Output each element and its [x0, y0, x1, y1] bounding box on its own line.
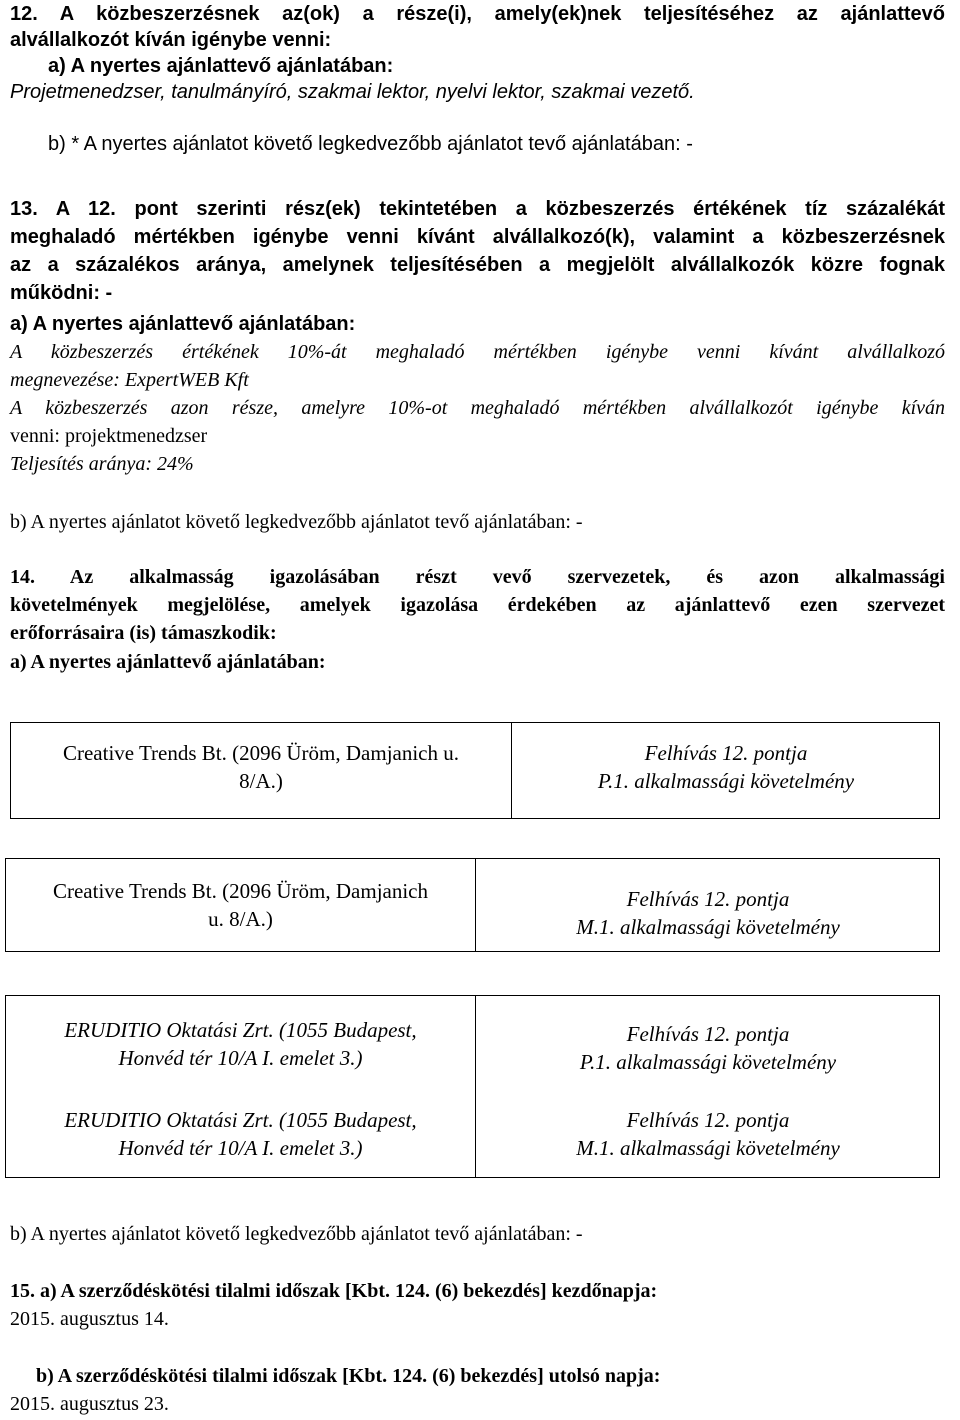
sec14-heading-line2: követelmények megjelölése, amelyek igazolása érdekében az ajánlattevő ezen szervezet: [10, 594, 945, 616]
sec14-heading-line1: 14. Az alkalmasság igazolásában részt vevő szervezetek, és azon alkalmassági: [10, 566, 945, 588]
sec15-a-value: 2015. augusztus 14.: [10, 1308, 169, 1330]
sec12-heading-line2: alvállalkozót kíván igénybe venni:: [10, 29, 332, 51]
org-name-line1: Creative Trends Bt. (2096 Üröm, Damjanich u.: [62, 741, 460, 765]
sec13-a-line3: A közbeszerzés azon része, amelyre 10%-ot meghaladó mértékben alvállalkozót igénybe kíván: [10, 397, 945, 419]
requirement-line1: Felhívás 12. pontja: [644, 741, 808, 765]
resource-table-2: [5, 858, 940, 952]
requirement-line1: Felhívás 12. pontja: [626, 1022, 790, 1046]
sec15-b-value: 2015. augusztus 23.: [10, 1393, 169, 1415]
sec13-a-line1: A közbeszerzés értékének 10%-át meghaladó mértékben igénybe venni kívánt alvállalkozó: [10, 341, 945, 363]
sec14-heading-line3: erőforrásaira (is) támaszkodik:: [10, 622, 277, 644]
sec12-a-value: Projetmenedzser, tanulmányíró, szakmai lektor, nyelvi lektor, szakmai vezető.: [10, 81, 695, 103]
sec12-a-label: a) A nyertes ajánlattevő ajánlatában:: [48, 55, 394, 77]
requirement-line2: P.1. alkalmassági követelmény: [579, 1050, 837, 1074]
sec13-b-label: b) A nyertes ajánlatot követő legkedvezőbb ajánlatot tevő ajánlatában: -: [10, 511, 583, 533]
sec13-a-line5: Teljesítés aránya: 24%: [10, 453, 194, 475]
sec13-a-label: a) A nyertes ajánlattevő ajánlatában:: [10, 313, 356, 335]
table3-row2-org-cell: [6, 1106, 475, 1162]
requirement-line2: P.1. alkalmassági követelmény: [597, 769, 855, 793]
sec15-a-label: 15. a) A szerződéskötési tilalmi időszak [Kbt. 124. (6) bekezdés] kezdőnapja:: [10, 1280, 658, 1302]
requirement-line2: M.1. alkalmassági követelmény: [576, 915, 840, 939]
table3-row1-requirement-cell: [475, 1020, 941, 1076]
requirement-line2: M.1. alkalmassági követelmény: [576, 1136, 840, 1160]
sec12-b-label: b) * A nyertes ajánlatot követő legkedvezőbb ajánlatot tevő ajánlatában: -: [48, 133, 693, 155]
table1-requirement-cell: [511, 739, 941, 795]
sec14-a-label: a) A nyertes ajánlattevő ajánlatában:: [10, 651, 326, 673]
org-name-line2: Honvéd tér 10/A I. emelet 3.): [118, 1046, 363, 1070]
org-name-line2: 8/A.): [239, 769, 283, 793]
sec13-heading-line3: az a százalékos aránya, amelynek teljesítésében a megjelölt alvállalkozók közre fognak: [10, 254, 945, 276]
table2-requirement-cell: [475, 885, 941, 941]
table3-row2-requirement-cell: [475, 1106, 941, 1162]
org-name-line2: u. 8/A.): [208, 907, 273, 931]
table1-org-cell: [11, 739, 511, 795]
sec13-a-line4: venni: projektmenedzser: [10, 425, 208, 447]
requirement-line1: Felhívás 12. pontja: [626, 887, 790, 911]
sec14-b-label: b) A nyertes ajánlatot követő legkedvezőbb ajánlatot tevő ajánlatában: -: [10, 1223, 583, 1245]
sec13-heading-line2: meghaladó mértékben igénybe venni kívánt alvállalkozó(k), valamint a közbeszerzésnek: [10, 226, 945, 248]
table3-row1-org-cell: [6, 1016, 475, 1072]
sec12-heading-line1: 12. A közbeszerzésnek az(ok) a része(i), amely(ek)nek teljesítéséhez az ajánlattevő: [10, 3, 945, 25]
org-name-line2: Honvéd tér 10/A I. emelet 3.): [118, 1136, 363, 1160]
org-name-line1: ERUDITIO Oktatási Zrt. (1055 Budapest,: [64, 1108, 417, 1132]
resource-table-1: [10, 722, 940, 819]
sec15-b-label: b) A szerződéskötési tilalmi időszak [Kbt. 124. (6) bekezdés] utolsó napja:: [36, 1365, 661, 1387]
resource-table-3: [5, 995, 940, 1178]
sec13-heading-line4: működni: -: [10, 282, 113, 304]
table2-org-cell: [6, 877, 475, 933]
sec13-heading-line1: 13. A 12. pont szerinti rész(ek) tekintetében a közbeszerzés értékének tíz százalékát: [10, 198, 945, 220]
org-name-line1: Creative Trends Bt. (2096 Üröm, Damjanich: [52, 879, 429, 903]
org-name-line1: ERUDITIO Oktatási Zrt. (1055 Budapest,: [64, 1018, 417, 1042]
sec13-a-line2: megnevezése: ExpertWEB Kft: [10, 369, 249, 391]
requirement-line1: Felhívás 12. pontja: [626, 1108, 790, 1132]
